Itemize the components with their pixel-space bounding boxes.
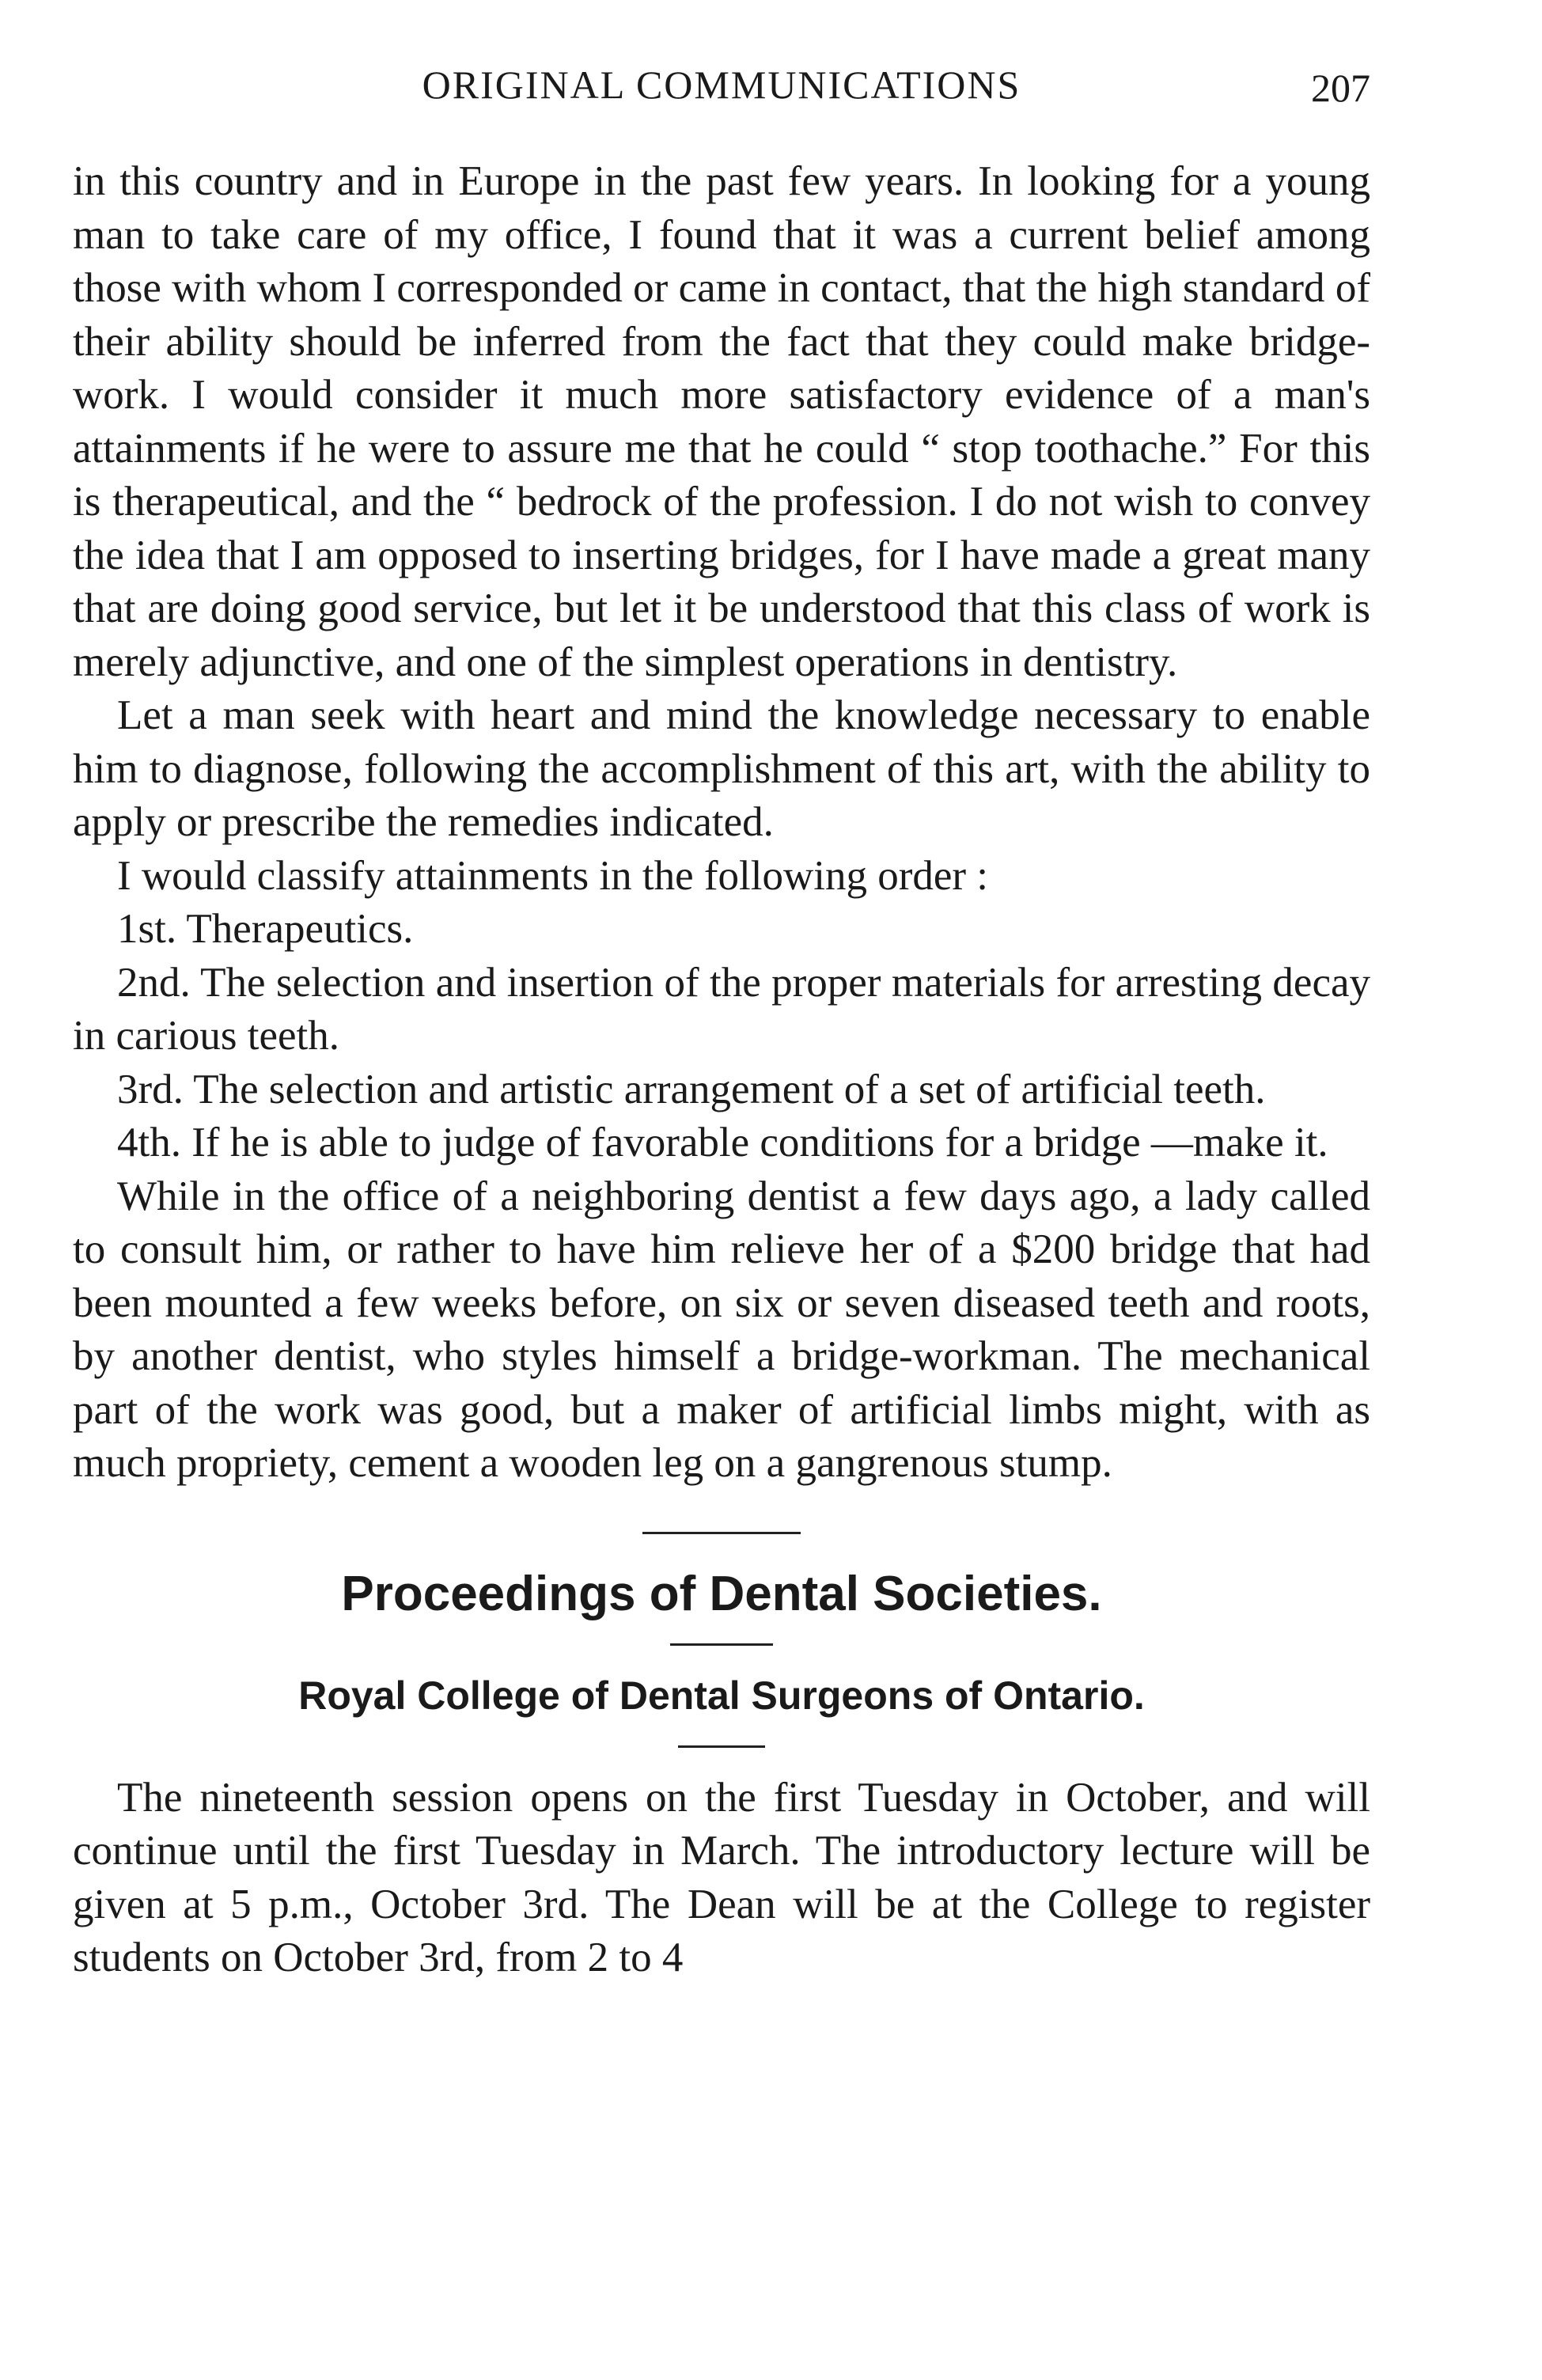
list-item: 4th. If he is able to judge of favorable conditions for a bridge —make it.	[117, 1120, 1328, 1165]
heading-divider	[670, 1643, 773, 1646]
running-title: ORIGINAL COMMUNICATIONS	[422, 63, 1021, 107]
list-item: 2nd. The selection and insertion of the proper materials for arresting decay in carious teeth.	[73, 959, 1370, 1059]
list-item: 1st. Therapeutics.	[117, 906, 414, 952]
section-divider	[642, 1532, 801, 1534]
proceedings-paragraph: The nineteenth session opens on the first Tuesday in October, and will continue until the first Tuesday in March. The introductory lecture will be given at 5 p.m., October 3rd. The Dean will be at the College to register students on October 3rd, from 2 to 4	[73, 1774, 1370, 1980]
sub-heading: Royal College of Dental Surgeons of Ontario.	[298, 1673, 1145, 1718]
page-number: 207	[1311, 66, 1370, 110]
heading-divider	[678, 1745, 765, 1748]
body-text	[73, 155, 1370, 1985]
article-paragraph: Let a man seek with heart and mind the knowledge necessary to enable him to diagnose, following the accomplishment of this art, with the ability to apply or prescribe the remedies indicated.	[73, 692, 1370, 845]
list-item: 3rd. The selection and artistic arrangement of a set of artificial teeth.	[117, 1066, 1266, 1112]
section-heading: Proceedings of Dental Societies.	[341, 1566, 1102, 1621]
running-header	[73, 62, 1370, 125]
article-paragraph: I would classify attainments in the following order :	[117, 852, 988, 899]
article-paragraph: in this country and in Europe in the past few years. In looking for a young man to take care of my office, I found that it was a current belief among those with whom I corresponded or came in contact, that the high standard of their ability should be inferred from the fact that they could make bridge-work. I would consider it much more satisfactory evidence of a man's attainments if he were to assure me that he could “ stop toothache.” For this is therapeutical, and the “ bedrock of the profession. I do not wish to convey the idea that I am opposed to inserting bridges, for I have made a great many that are doing good service, but let it be understood that this class of work is merely adjunctive, and one of the simplest operations in dentistry.	[73, 158, 1370, 685]
article-paragraph: While in the office of a neighboring dentist a few days ago, a lady called to consult him, or rather to have him relieve her of a $200 bridge that had been mounted a few weeks before, on six or seven diseased teeth and roots, by another dentist, who styles himself a bridge-workman. The mechanical part of the work was good, but a maker of artificial limbs might, with as much propriety, cement a wooden leg on a gangrenous stump.	[73, 1173, 1370, 1486]
